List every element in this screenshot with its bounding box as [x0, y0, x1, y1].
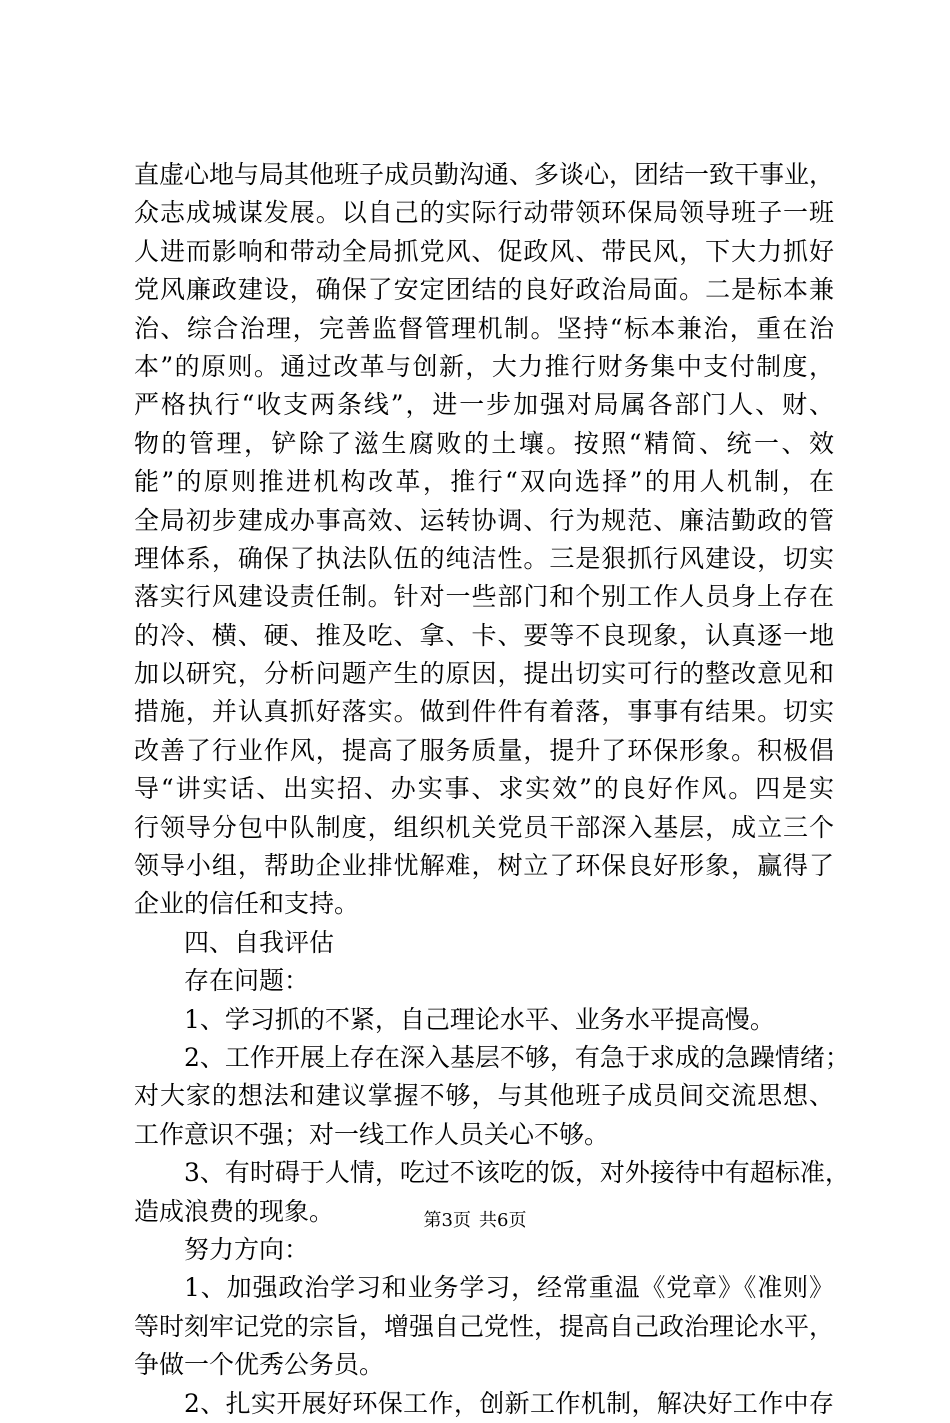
paragraph-line: 对大家的想法和建议掌握不够，与其他班子成员间交流思想、 — [134, 1081, 834, 1111]
paragraph-line: 企业的信任和支持。 — [134, 889, 360, 919]
paragraph-line: 争做一个优秀公务员。 — [134, 1350, 385, 1380]
section-heading: 四、自我评估 — [184, 927, 335, 957]
paragraph-line: 造成浪费的现象。 — [134, 1196, 335, 1226]
paragraph-line: 理体系，确保了执法队伍的纯洁性。三是狠抓行风建设，切实 — [134, 543, 834, 573]
list-item: 1、学习抓的不紧，自己理论水平、业务水平提高慢。 — [184, 1004, 775, 1034]
paragraph-line: 加以研究，分析问题产生的原因，提出切实可行的整改意见和 — [134, 659, 834, 689]
paragraph-line: 导“讲实话、出实招、办实事、求实效”的良好作风。四是实 — [134, 774, 834, 804]
page-total: 共6页 — [479, 1210, 527, 1231]
list-item: 3、有时碍于人情，吃过不该吃的饭，对外接待中有超标准， — [184, 1158, 850, 1188]
page-footer — [0, 1209, 950, 1233]
paragraph-line: 人进而影响和带动全局抓党风、促政风、带民风，下大力抓好 — [134, 236, 834, 266]
paragraph-line: 严格执行“收支两条线”，进一步加强对局属各部门人、财、 — [134, 390, 834, 420]
paragraph-line: 领导小组，帮助企业排忧解难，树立了环保良好形象，赢得了 — [134, 851, 834, 881]
list-item: 2、工作开展上存在深入基层不够，有急于求成的急躁情绪； — [184, 1042, 850, 1072]
paragraph-line: 物的管理，铲除了滋生腐败的土壤。按照“精简、统一、效 — [134, 428, 834, 458]
paragraph-line: 全局初步建成办事高效、运转协调、行为规范、廉洁勤政的管 — [134, 505, 834, 535]
paragraph-line: 工作意识不强；对一线工作人员关心不够。 — [134, 1119, 610, 1149]
paragraph-line: 等时刻牢记党的宗旨，增强自己党性，提高自己政治理论水平， — [134, 1311, 835, 1341]
paragraph-line: 直虚心地与局其他班子成员勤沟通、多谈心，团结一致干事业， — [134, 160, 835, 189]
list-item: 1、加强政治学习和业务学习，经常重温《党章》《准则》 — [184, 1273, 834, 1303]
paragraph-line: 落实行风建设责任制。针对一些部门和个别工作人员身上存在 — [134, 582, 834, 612]
paragraph-line: 改善了行业作风，提高了服务质量，提升了环保形象。积极倡 — [134, 735, 834, 765]
paragraph-line: 行领导分包中队制度，组织机关党员干部深入基层，成立三个 — [134, 812, 834, 842]
paragraph-line: 众志成城谋发展。以自己的实际行动带领环保局领导班子一班 — [134, 198, 834, 228]
page-number: 第3页 — [423, 1210, 471, 1231]
subheading-problems: 存在问题： — [184, 966, 310, 996]
list-item: 2、扎实开展好环保工作，创新工作机制，解决好工作中存 — [184, 1388, 834, 1418]
paragraph-line: 措施，并认真抓好落实。做到件件有着落，事事有结果。切实 — [134, 697, 834, 727]
subheading-direction: 努力方向： — [184, 1234, 310, 1264]
paragraph-line: 党风廉政建设，确保了安定团结的良好政治局面。二是标本兼 — [134, 275, 834, 305]
paragraph-line: 本”的原则。通过改革与创新，大力推行财务集中支付制度， — [134, 351, 834, 381]
paragraph-line: 的冷、横、硬、推及吃、拿、卡、要等不良现象，认真逐一地 — [134, 620, 834, 650]
paragraph-line: 能”的原则推进机构改革，推行“双向选择”的用人机制，在 — [134, 467, 834, 497]
paragraph-line: 治、综合治理，完善监督管理机制。坚持“标本兼治，重在治 — [134, 313, 834, 343]
